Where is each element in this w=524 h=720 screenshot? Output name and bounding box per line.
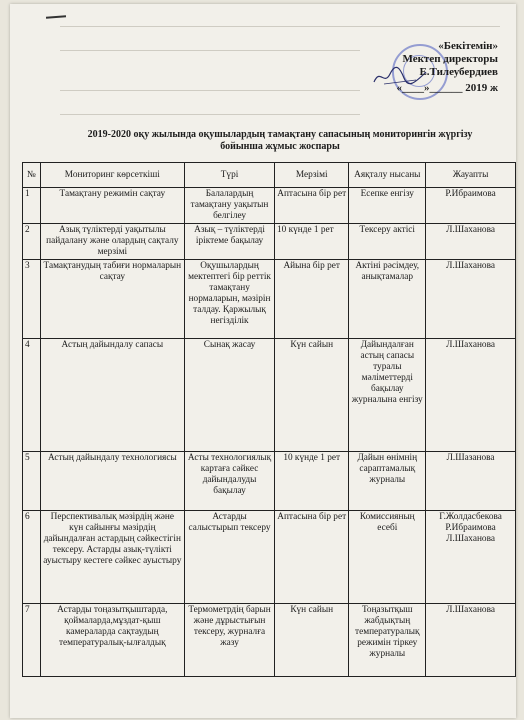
approval-date: «____»______ 2019 ж bbox=[396, 82, 498, 94]
row-term: Аптасына бір рет bbox=[274, 511, 348, 604]
row-type: Азық – түліктерді іріктеме бақылау bbox=[185, 224, 275, 260]
row-term: Аптасына бір рет bbox=[274, 188, 348, 224]
row-indicator: Астарды тоңазытқыштарда, қоймаларда,мұздат-қыш камераларда сақтаудың температуралық-ылғалдық bbox=[40, 604, 185, 677]
row-responsible: Л.Шаханова bbox=[426, 224, 516, 260]
table-row bbox=[23, 260, 516, 339]
header-form: Аяқталу нысаны bbox=[349, 163, 426, 188]
row-number: 7 bbox=[23, 604, 41, 677]
approval-name: Е.Тилеубердиев bbox=[419, 66, 498, 78]
row-number: 1 bbox=[23, 188, 41, 224]
row-indicator: Астың дайындалу сапасы bbox=[40, 339, 185, 452]
approval-position: Мектеп директоры bbox=[402, 53, 498, 65]
row-number: 3 bbox=[23, 260, 41, 339]
row-responsible: Г.Жолдасбекова Р.Ибраимова Л.Шаханова bbox=[426, 511, 516, 604]
row-responsible: Л.Шаханова bbox=[426, 260, 516, 339]
row-form: Тексеру актісі bbox=[349, 224, 426, 260]
row-indicator: Тамақтанудың табиғи нормаларын сақтау bbox=[40, 260, 185, 339]
bleed-through-line bbox=[60, 90, 360, 91]
row-type: Термометрдің барын және дұрыстығын тексеру, журналға жазу bbox=[185, 604, 275, 677]
row-type: Асты технологиялық картаға сәйкес дайындалуды бақылау bbox=[185, 452, 275, 511]
row-number: 6 bbox=[23, 511, 41, 604]
table-row bbox=[23, 224, 516, 260]
row-form: Дайын өнімнің сараптамалық журналы bbox=[349, 452, 426, 511]
row-responsible: Л.Шаханова bbox=[426, 604, 516, 677]
row-indicator: Азық түліктерді уақытылы пайдалану және олардың сақталу мерзімі bbox=[40, 224, 185, 260]
pen-mark bbox=[46, 15, 66, 18]
row-term: Күн сайын bbox=[274, 339, 348, 452]
row-type: Балалардың тамақтану уақытын белгілеу bbox=[185, 188, 275, 224]
row-number: 2 bbox=[23, 224, 41, 260]
row-responsible: Л.Шазанова bbox=[426, 452, 516, 511]
table-row bbox=[23, 511, 516, 604]
row-term: 10 күнде 1 рет bbox=[274, 224, 348, 260]
bleed-through-line bbox=[60, 50, 360, 51]
row-number: 4 bbox=[23, 339, 41, 452]
row-form: Дайындалған астың сапасы туралы мәліметтерді бақылау журналына енгізу bbox=[349, 339, 426, 452]
header-type: Түрі bbox=[185, 163, 275, 188]
row-form: Есепке енгізу bbox=[349, 188, 426, 224]
row-number: 5 bbox=[23, 452, 41, 511]
row-type: Оқушылардың мектептегі бір реттік тамақтану нормаларын, мәзірін талдау. Қаржылық негізділік bbox=[185, 260, 275, 339]
table-row bbox=[23, 604, 516, 677]
bleed-through-line bbox=[60, 26, 500, 27]
title-line-1: 2019-2020 оқу жылында оқушылардың тамақтану сапасының мониторингін жүргізу bbox=[87, 129, 473, 140]
row-term: Күн сайын bbox=[274, 604, 348, 677]
header-indicator: Мониторинг көрсеткіші bbox=[40, 163, 185, 188]
approval-heading: «Бекітемін» bbox=[438, 40, 498, 52]
row-type: Сынақ жасау bbox=[185, 339, 275, 452]
row-form: Актіні рәсімдеу, анықтамалар bbox=[349, 260, 426, 339]
row-form: Тоңазытқыш жабдықтың температуралық режимін тіркеу журналы bbox=[349, 604, 426, 677]
document-title bbox=[70, 129, 490, 153]
table-row bbox=[23, 452, 516, 511]
table-row bbox=[23, 188, 516, 224]
bleed-through-line bbox=[60, 114, 360, 115]
table-row bbox=[23, 339, 516, 452]
title-line-2: бойынша жұмыс жоспары bbox=[220, 141, 340, 152]
header-number: № bbox=[23, 163, 41, 188]
row-type: Астарды салыстырып тексеру bbox=[185, 511, 275, 604]
monitoring-plan-table bbox=[22, 162, 516, 677]
row-indicator: Астың дайындалу технологиясы bbox=[40, 452, 185, 511]
row-indicator: Тамақтану режимін сақтау bbox=[40, 188, 185, 224]
row-form: Комиссияның есебі bbox=[349, 511, 426, 604]
header-term: Мерзімі bbox=[274, 163, 348, 188]
header-responsible: Жауапты bbox=[426, 163, 516, 188]
row-indicator: Перспективалық мәзірдің және күн сайынғы мәзірдің дайындалған астардың сәйкестігін тексеру. Астарды азық-түлікті ауыстыру кестеге сәйкес ауыстыру bbox=[40, 511, 185, 604]
approval-block bbox=[328, 40, 498, 95]
row-term: Айына бір рет bbox=[274, 260, 348, 339]
table-header-row bbox=[23, 163, 516, 188]
row-term: 10 күнде 1 рет bbox=[274, 452, 348, 511]
row-responsible: Л.Шаханова bbox=[426, 339, 516, 452]
row-responsible: Р.Ибраимова bbox=[426, 188, 516, 224]
